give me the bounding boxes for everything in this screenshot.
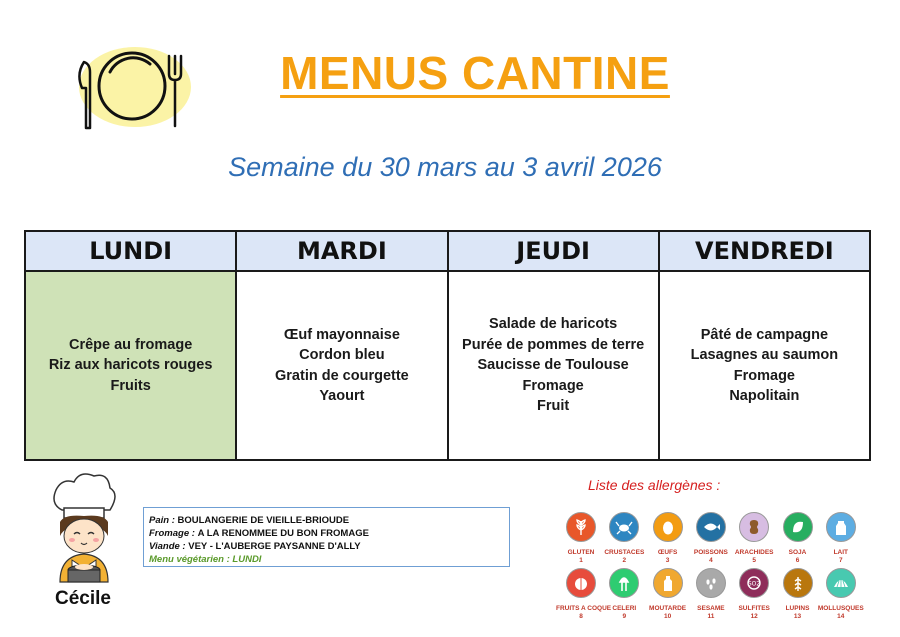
shell-icon — [826, 568, 856, 598]
day-header-mardi: MARDI — [236, 231, 447, 271]
allergen-number: 3 — [665, 557, 670, 564]
supplier-label: Fromage : — [149, 528, 195, 539]
allergen-name: MOUTARDE — [649, 605, 687, 612]
allergen-number: 12 — [750, 613, 758, 620]
allergen-item — [816, 512, 866, 564]
menu-cell-lundi — [25, 271, 236, 460]
day-header-lundi: LUNDI — [25, 231, 236, 271]
menu-header-row — [25, 231, 870, 271]
dish: Saucisse de Toulouse — [477, 357, 629, 374]
allergen-name: SESAME — [697, 605, 725, 612]
allergen-name: SULFITES — [738, 605, 770, 612]
supplier-viande — [149, 540, 509, 553]
menu-cell-mardi — [236, 271, 447, 460]
page-title: MENUS CANTINE — [280, 47, 670, 99]
allergen-number: 7 — [838, 557, 843, 564]
supplier-label: Viande : — [149, 541, 186, 552]
crab-icon — [609, 512, 639, 542]
allergen-name: CRUSTACES — [604, 549, 645, 556]
allergen-name: LAIT — [833, 549, 849, 556]
supplier-value: A LA RENOMMEE DU BON FROMAGE — [197, 528, 369, 539]
allergen-number: 9 — [622, 613, 627, 620]
supplier-label: Pain : — [149, 515, 175, 526]
allergen-number: 6 — [795, 557, 800, 564]
allergen-name: CELERI — [612, 605, 637, 612]
sesame-icon — [696, 568, 726, 598]
dish: Fromage — [733, 367, 795, 384]
dish: Lasagnes au saumon — [690, 347, 839, 363]
vegetarian-menu-note — [149, 553, 509, 566]
dish: Riz aux haricots rouges — [48, 357, 213, 374]
dish: Fruit — [537, 398, 570, 415]
week-subtitle: Semaine du 30 mars au 3 avril 2026 — [228, 152, 662, 182]
day-header-jeudi: JEUDI — [448, 231, 659, 271]
allergen-name: GLUTEN — [567, 549, 595, 556]
menu-cell-vendredi — [659, 271, 870, 460]
mustard-icon — [653, 568, 683, 598]
dish: Gratin de courgette — [275, 367, 409, 384]
dish: Pâté de campagne — [700, 326, 829, 343]
fish-icon — [696, 512, 726, 542]
menu-table — [24, 230, 871, 461]
lupin-icon — [783, 568, 813, 598]
celery-icon — [609, 568, 639, 598]
allergen-name: ŒUFS — [657, 549, 678, 556]
dish: Crêpe au fromage — [68, 336, 193, 353]
chef-name: Cécile — [55, 588, 111, 609]
dish: Cordon bleu — [299, 347, 385, 363]
dish: Œuf mayonnaise — [283, 326, 400, 343]
allergens-title: Liste des allergènes : — [588, 477, 721, 493]
egg-icon — [653, 512, 683, 542]
allergen-name: FRUITS A COQUE — [556, 605, 612, 612]
allergen-number: 11 — [707, 613, 715, 620]
dish: Fruits — [110, 377, 151, 394]
dish: Salade de haricots — [489, 316, 618, 333]
dish: Yaourt — [319, 388, 365, 404]
supplier-value: LUNDI — [232, 554, 262, 565]
supplier-label: Menu végétarien : — [149, 554, 230, 565]
supplier-pain — [149, 514, 509, 527]
allergen-number: 8 — [579, 613, 583, 620]
menu-dishes-row — [25, 271, 870, 460]
allergen-number: 14 — [837, 613, 845, 620]
dish: Fromage — [522, 377, 584, 394]
menu-cell-jeudi — [448, 271, 659, 460]
supplier-fromage — [149, 527, 509, 540]
dish: Napolitain — [729, 388, 800, 404]
supplier-value: BOULANGERIE DE VIEILLE-BRIOUDE — [177, 515, 350, 526]
soy-icon — [783, 512, 813, 542]
allergen-number: 10 — [663, 613, 672, 620]
day-header-vendredi: VENDREDI — [659, 231, 870, 271]
allergen-number: 4 — [709, 557, 713, 564]
svg-text:SO2: SO2 — [748, 580, 761, 588]
wheat-icon — [566, 512, 596, 542]
sulfite-icon — [739, 568, 769, 598]
allergen-number: 1 — [579, 557, 583, 564]
allergen-number: 2 — [622, 557, 627, 564]
allergen-name: LUPINS — [785, 605, 810, 612]
suppliers-box — [143, 507, 510, 567]
allergen-item — [816, 568, 866, 620]
allergens-grid — [556, 512, 868, 622]
allergen-name: POISSONS — [693, 549, 728, 556]
allergen-name: ARACHIDES — [734, 549, 774, 556]
dish: Purée de pommes de terre — [462, 336, 645, 353]
supplier-value: VEY - L'AUBERGE PAYSANNE D'ALLY — [188, 541, 361, 552]
chef-illustration-icon — [38, 470, 128, 585]
nut-icon — [566, 568, 596, 598]
allergen-name: SOJA — [788, 549, 807, 556]
allergen-number: 13 — [793, 613, 802, 620]
allergen-name: MOLLUSQUES — [817, 605, 864, 612]
allergen-number: 5 — [752, 557, 756, 564]
milk-icon — [826, 512, 856, 542]
peanut-icon — [739, 512, 769, 542]
